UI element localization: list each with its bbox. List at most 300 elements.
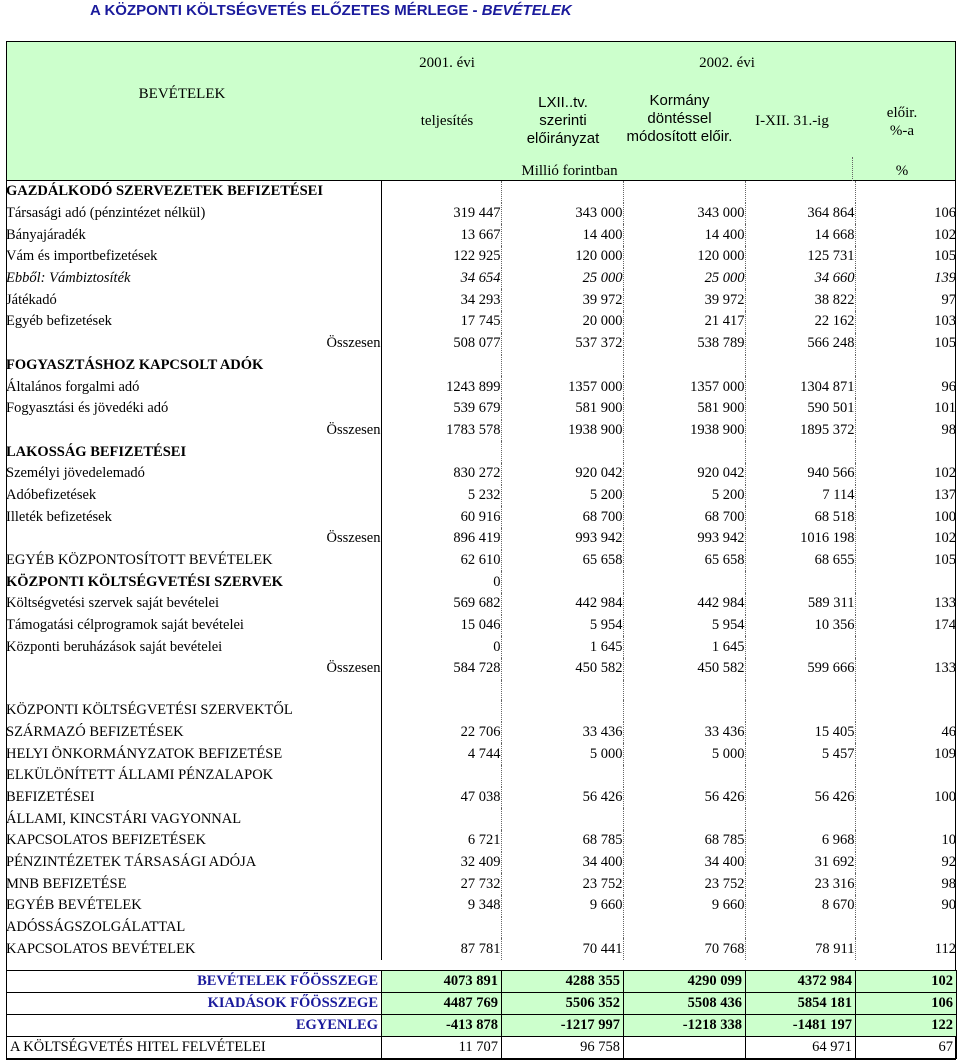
row-value-3: 9 660 (623, 895, 745, 917)
row-value-4: 590 501 (745, 398, 855, 420)
header-millio: Millió forintban (521, 163, 618, 179)
row-value-5 (855, 441, 956, 463)
row-value-2: 25 000 (501, 268, 623, 290)
row-value-3: 65 658 (623, 550, 745, 572)
row-label: KAPCSOLATOS BEVÉTELEK (6, 940, 196, 957)
row-value-5 (855, 765, 956, 787)
row-value-5 (855, 181, 956, 203)
row-value-3: 5 954 (623, 615, 745, 637)
row-value-1: 896 419 (381, 528, 501, 550)
totals-value-4: -1481 197 (746, 1015, 856, 1037)
totals-label: A KÖLTSÉGVETÉS HITEL FELVÉTELEI (7, 1037, 382, 1059)
row-value-3 (623, 765, 745, 787)
totals-value-5: 122 (856, 1015, 957, 1037)
header-teljesites: teljesítés (420, 113, 474, 129)
row-value-3 (623, 917, 745, 939)
totals-label: KIADÁSOK FŐÖSSZEGE (7, 993, 382, 1015)
totals-value-5: 106 (856, 993, 957, 1015)
row-value-5: 106 (934, 205, 956, 222)
totals-value-1: 4487 769 (382, 993, 502, 1015)
row-value-1: 0 (381, 636, 501, 658)
row-value-2: 23 752 (501, 873, 623, 895)
row-value-4: 7 114 (745, 485, 855, 507)
row-value-2: 1938 900 (501, 420, 623, 442)
totals-row (7, 1037, 957, 1059)
row-value-4: 566 248 (745, 333, 855, 355)
header-eloir-2: %-a (889, 123, 915, 139)
row-value-2 (501, 765, 623, 787)
row-value-4: 78 911 (745, 938, 855, 960)
row-label: LAKOSSÁG BEFIZETÉSEI (6, 443, 187, 460)
row-value-5: 100 (934, 508, 956, 525)
row-value-2: 343 000 (501, 203, 623, 225)
row-value-4: 940 566 (745, 463, 855, 485)
row-value-5: 133 (934, 595, 956, 612)
row-label: Ebből: Vámbiztosíték (6, 270, 131, 287)
row-value-3: 442 984 (623, 593, 745, 615)
table-row (6, 722, 956, 744)
row-value-2 (501, 571, 623, 593)
row-value-2: 68 700 (501, 506, 623, 528)
totals-value-2: 96 758 (502, 1037, 624, 1059)
row-value-1 (381, 181, 501, 203)
row-value-5 (855, 636, 956, 658)
table-row (6, 485, 956, 507)
table-row (6, 765, 956, 787)
table-row (6, 895, 956, 917)
row-value-2: 56 426 (501, 787, 623, 809)
row-value-2: 65 658 (501, 550, 623, 572)
row-value-1: 5 232 (381, 485, 501, 507)
row-label: Adóbefizetések (6, 486, 97, 503)
totals-label: BEVÉTELEK FŐÖSSZEGE (7, 971, 382, 993)
row-value-1: 34 654 (381, 268, 501, 290)
row-value-2: 68 785 (501, 830, 623, 852)
totals-value-5: 67 (856, 1037, 957, 1059)
row-value-3: 538 789 (623, 333, 745, 355)
row-label: ELKÜLÖNÍTETT ÁLLAMI PÉNZALAPOK (6, 767, 274, 784)
row-value-3: 14 400 (623, 224, 745, 246)
totals-row (7, 971, 957, 993)
row-value-4 (745, 808, 855, 830)
row-value-1 (381, 355, 501, 377)
row-value-3 (623, 181, 745, 203)
row-value-3: 993 942 (623, 528, 745, 550)
row-value-2 (501, 917, 623, 939)
row-value-2: 537 372 (501, 333, 623, 355)
row-value-2: 920 042 (501, 463, 623, 485)
row-label: Központi beruházások saját bevételei (6, 638, 223, 655)
row-value-3: 581 900 (623, 398, 745, 420)
table-row (6, 181, 956, 203)
row-value-3 (623, 808, 745, 830)
row-value-3: 1938 900 (623, 420, 745, 442)
row-value-5: 174 (934, 617, 956, 634)
row-value-3: 34 400 (623, 852, 745, 874)
totals-value-4: 5854 181 (746, 993, 856, 1015)
row-label: Bányajáradék (6, 226, 86, 243)
row-value-5: 102 (934, 530, 956, 547)
row-value-2: 581 900 (501, 398, 623, 420)
row-value-5: 10 (941, 832, 956, 849)
row-label: Költségvetési szervek saját bevételei (6, 595, 219, 612)
row-value-4: 1304 871 (745, 376, 855, 398)
row-value-5: 102 (934, 226, 956, 243)
row-value-1 (381, 808, 501, 830)
row-value-2: 39 972 (501, 289, 623, 311)
row-label: BEFIZETÉSEI (6, 788, 95, 805)
row-label: Támogatási célprogramok saját bevételei (6, 617, 244, 634)
row-value-3 (623, 355, 745, 377)
row-value-1: 32 409 (381, 852, 501, 874)
row-value-4: 589 311 (745, 593, 855, 615)
row-value-1: 6 721 (381, 830, 501, 852)
row-value-5: 105 (934, 335, 956, 352)
row-value-4 (745, 700, 855, 722)
row-value-2 (501, 680, 623, 700)
row-value-4 (745, 441, 855, 463)
row-value-1: 22 706 (381, 722, 501, 744)
table-row (6, 852, 956, 874)
header-pct: % (895, 163, 909, 179)
row-value-1 (381, 441, 501, 463)
totals-value-3 (624, 1037, 746, 1059)
row-value-5: 103 (934, 313, 956, 330)
row-value-5: 98 (941, 875, 956, 892)
row-value-2: 9 660 (501, 895, 623, 917)
table-row (6, 289, 956, 311)
row-value-1: 47 038 (381, 787, 501, 809)
row-value-1: 4 744 (381, 743, 501, 765)
table-row (6, 376, 956, 398)
row-value-3: 450 582 (623, 658, 745, 680)
row-value-1: 60 916 (381, 506, 501, 528)
totals-value-2: -1217 997 (502, 1015, 624, 1037)
row-value-4 (745, 917, 855, 939)
table-row (6, 917, 956, 939)
table-row (6, 463, 956, 485)
row-value-2: 5 000 (501, 743, 623, 765)
row-value-4: 23 316 (745, 873, 855, 895)
row-value-4: 14 668 (745, 224, 855, 246)
table-row (6, 246, 956, 268)
row-label: Összesen (326, 660, 381, 677)
row-value-2: 20 000 (501, 311, 623, 333)
totals-row (7, 1015, 957, 1037)
row-value-5: 98 (941, 421, 956, 438)
row-value-3: 70 768 (623, 938, 745, 960)
table-row (6, 615, 956, 637)
row-label: Általános forgalmi adó (6, 378, 140, 395)
row-value-4: 34 660 (745, 268, 855, 290)
table-row (6, 830, 956, 852)
row-value-5: 102 (934, 465, 956, 482)
row-value-2: 1 645 (501, 636, 623, 658)
row-value-3 (623, 700, 745, 722)
row-value-2 (501, 355, 623, 377)
row-value-1: 62 610 (381, 550, 501, 572)
totals-value-5: 102 (856, 971, 957, 993)
table-row (6, 873, 956, 895)
row-value-3: 33 436 (623, 722, 745, 744)
header-divider (852, 157, 853, 181)
row-value-3: 56 426 (623, 787, 745, 809)
table-row (6, 743, 956, 765)
row-label: KÖZPONTI KÖLTSÉGVETÉSI SZERVEK (6, 573, 283, 590)
header-kormany-3: módosított előir. (626, 128, 733, 145)
table-row (6, 528, 956, 550)
table-row (6, 311, 956, 333)
title-sub: BEVÉTELEK (481, 2, 572, 19)
row-value-1: 584 728 (381, 658, 501, 680)
row-value-2 (501, 808, 623, 830)
row-value-1: 539 679 (381, 398, 501, 420)
row-value-5 (855, 700, 956, 722)
row-value-1 (381, 765, 501, 787)
header-2002: 2002. évi (699, 55, 755, 71)
row-value-1: 1243 899 (381, 376, 501, 398)
row-label: SZÁRMAZÓ BEFIZETÉSEK (6, 723, 184, 740)
row-value-1 (381, 700, 501, 722)
table-row (6, 441, 956, 463)
row-value-3 (623, 441, 745, 463)
totals-value-1: -413 878 (382, 1015, 502, 1037)
totals-value-4: 64 971 (746, 1037, 856, 1059)
totals-value-1: 4073 891 (382, 971, 502, 993)
row-label: Összesen (326, 530, 381, 547)
row-value-3: 25 000 (623, 268, 745, 290)
table-row (6, 787, 956, 809)
row-value-1: 569 682 (381, 593, 501, 615)
table-row (6, 700, 956, 722)
row-value-4: 38 822 (745, 289, 855, 311)
row-value-3: 120 000 (623, 246, 745, 268)
row-value-4: 1895 372 (745, 420, 855, 442)
data-table (6, 181, 956, 960)
totals-table (6, 970, 957, 1059)
row-value-3: 1 645 (623, 636, 745, 658)
row-value-5 (855, 808, 956, 830)
row-value-2 (501, 181, 623, 203)
table-row (6, 398, 956, 420)
row-value-3: 1357 000 (623, 376, 745, 398)
row-value-3: 343 000 (623, 203, 745, 225)
row-value-3: 39 972 (623, 289, 745, 311)
row-value-3: 21 417 (623, 311, 745, 333)
row-value-3: 920 042 (623, 463, 745, 485)
row-value-1: 508 077 (381, 333, 501, 355)
row-label: ADÓSSÁGSZOLGÁLATTAL (6, 919, 186, 936)
row-label (6, 680, 381, 700)
row-value-4: 125 731 (745, 246, 855, 268)
row-value-4 (745, 355, 855, 377)
row-value-4 (745, 680, 855, 700)
row-value-5: 92 (941, 853, 956, 870)
title-main: A KÖZPONTI KÖLTSÉGVETÉS ELŐZETES MÉRLEGE - (90, 2, 482, 19)
row-value-5 (855, 355, 956, 377)
page-title (90, 2, 572, 19)
header-ixii: I-XII. 31.-ig (755, 113, 829, 129)
row-value-1: 9 348 (381, 895, 501, 917)
row-label: Játékadó (6, 291, 57, 308)
row-value-2: 450 582 (501, 658, 623, 680)
header-lxii-1: LXII..tv. (538, 94, 588, 111)
row-value-5: 90 (941, 897, 956, 914)
row-value-3: 68 785 (623, 830, 745, 852)
row-value-5: 109 (934, 745, 956, 762)
row-value-5: 105 (934, 552, 956, 569)
row-value-1: 13 667 (381, 224, 501, 246)
table-row (6, 593, 956, 615)
row-value-5: 139 (934, 270, 956, 287)
table-row (6, 808, 956, 830)
table-row (6, 268, 956, 290)
row-value-4: 22 162 (745, 311, 855, 333)
row-value-4 (745, 181, 855, 203)
row-label: GAZDÁLKODÓ SZERVEZETEK BEFIZETÉSEI (6, 183, 323, 200)
row-value-2: 442 984 (501, 593, 623, 615)
row-label: Összesen (326, 421, 381, 438)
table-row (6, 420, 956, 442)
table-row (6, 203, 956, 225)
row-value-1: 17 745 (381, 311, 501, 333)
totals-value-3: 4290 099 (624, 971, 746, 993)
row-value-4: 8 670 (745, 895, 855, 917)
table-row (6, 333, 956, 355)
table-row (6, 355, 956, 377)
row-label: Személyi jövedelemadó (6, 465, 145, 482)
row-label: Illeték befizetések (6, 508, 112, 525)
header-kormany (617, 92, 742, 146)
row-label: PÉNZINTÉZETEK TÁRSASÁGI ADÓJA (6, 853, 257, 870)
totals-label: EGYENLEG (7, 1015, 382, 1037)
row-value-4: 15 405 (745, 722, 855, 744)
row-value-2: 14 400 (501, 224, 623, 246)
row-value-2: 5 954 (501, 615, 623, 637)
header-eloir (857, 104, 947, 140)
header-lxii-3: előirányzat (526, 130, 600, 147)
row-value-5: 97 (941, 291, 956, 308)
row-value-4: 6 968 (745, 830, 855, 852)
table-header (6, 41, 956, 181)
row-label: HELYI ÖNKORMÁNYZATOK BEFIZETÉSE (6, 745, 283, 762)
row-value-1 (381, 917, 501, 939)
row-value-1: 830 272 (381, 463, 501, 485)
row-value-2 (501, 441, 623, 463)
row-value-4 (745, 571, 855, 593)
row-value-2: 70 441 (501, 938, 623, 960)
row-label: MNB BEFIZETÉSE (6, 875, 127, 892)
row-label: EGYÉB BEVÉTELEK (6, 897, 142, 914)
row-label: ÁLLAMI, KINCSTÁRI VAGYONNAL (6, 810, 242, 827)
totals-value-2: 5506 352 (502, 993, 624, 1015)
row-value-4 (745, 636, 855, 658)
totals-value-3: -1218 338 (624, 1015, 746, 1037)
row-value-2 (501, 700, 623, 722)
row-value-5: 112 (934, 940, 956, 957)
row-value-1: 319 447 (381, 203, 501, 225)
row-value-1: 87 781 (381, 938, 501, 960)
row-value-1: 122 925 (381, 246, 501, 268)
header-eloir-1: előir. (886, 105, 918, 121)
row-value-4: 599 666 (745, 658, 855, 680)
totals-row (7, 993, 957, 1015)
totals-value-4: 4372 984 (746, 971, 856, 993)
row-value-5: 96 (941, 378, 956, 395)
row-value-4: 68 518 (745, 506, 855, 528)
row-value-1: 0 (381, 571, 501, 593)
row-value-4: 364 864 (745, 203, 855, 225)
header-lxii-2: szerinti (539, 112, 587, 129)
row-value-2: 5 200 (501, 485, 623, 507)
row-value-5 (855, 917, 956, 939)
totals-value-1: 11 707 (382, 1037, 502, 1059)
header-2001: 2001. évi (419, 55, 475, 71)
row-label: Egyéb befizetések (6, 313, 112, 330)
row-value-5: 100 (934, 788, 956, 805)
totals-value-3: 5508 436 (624, 993, 746, 1015)
header-bevetelek: BEVÉTELEK (138, 86, 226, 102)
header-kormany-1: Kormány (649, 92, 710, 109)
header-kormany-2: döntéssel (647, 110, 712, 127)
row-label: Fogyasztási és jövedéki adó (6, 400, 169, 417)
row-value-2: 1357 000 (501, 376, 623, 398)
row-value-1: 34 293 (381, 289, 501, 311)
row-value-4: 31 692 (745, 852, 855, 874)
header-lxii (502, 94, 624, 148)
row-value-2: 34 400 (501, 852, 623, 874)
row-value-3 (623, 680, 745, 700)
row-value-4: 10 356 (745, 615, 855, 637)
table-row (6, 636, 956, 658)
row-value-5: 133 (934, 660, 956, 677)
table-row (6, 571, 956, 593)
row-value-5: 101 (934, 400, 956, 417)
row-label: KAPCSOLATOS BEFIZETÉSEK (6, 832, 206, 849)
row-value-1: 27 732 (381, 873, 501, 895)
row-value-3 (623, 571, 745, 593)
row-value-5 (855, 571, 956, 593)
row-value-3: 68 700 (623, 506, 745, 528)
row-value-3: 5 000 (623, 743, 745, 765)
row-label: FOGYASZTÁSHOZ KAPCSOLT ADÓK (6, 356, 264, 373)
row-value-5: 46 (941, 723, 956, 740)
row-value-1: 15 046 (381, 615, 501, 637)
row-value-1 (381, 680, 501, 700)
row-value-1: 1783 578 (381, 420, 501, 442)
table-row (6, 506, 956, 528)
row-value-2: 120 000 (501, 246, 623, 268)
row-value-5: 105 (934, 248, 956, 265)
row-value-3: 23 752 (623, 873, 745, 895)
row-label: EGYÉB KÖZPONTOSÍTOTT BEVÉTELEK (6, 552, 273, 569)
row-value-5: 137 (934, 486, 956, 503)
table-row (6, 224, 956, 246)
table-row (6, 658, 956, 680)
row-value-5 (855, 680, 956, 700)
totals-value-2: 4288 355 (502, 971, 624, 993)
row-label: Összesen (326, 335, 381, 352)
row-value-4: 5 457 (745, 743, 855, 765)
table-row (6, 550, 956, 572)
row-value-4: 1016 198 (745, 528, 855, 550)
row-value-2: 33 436 (501, 722, 623, 744)
row-label: KÖZPONTI KÖLTSÉGVETÉSI SZERVEKTŐL (6, 702, 293, 719)
table-row (6, 938, 956, 960)
row-value-4: 68 655 (745, 550, 855, 572)
table-row (6, 680, 956, 700)
row-label: Vám és importbefizetések (6, 248, 158, 265)
